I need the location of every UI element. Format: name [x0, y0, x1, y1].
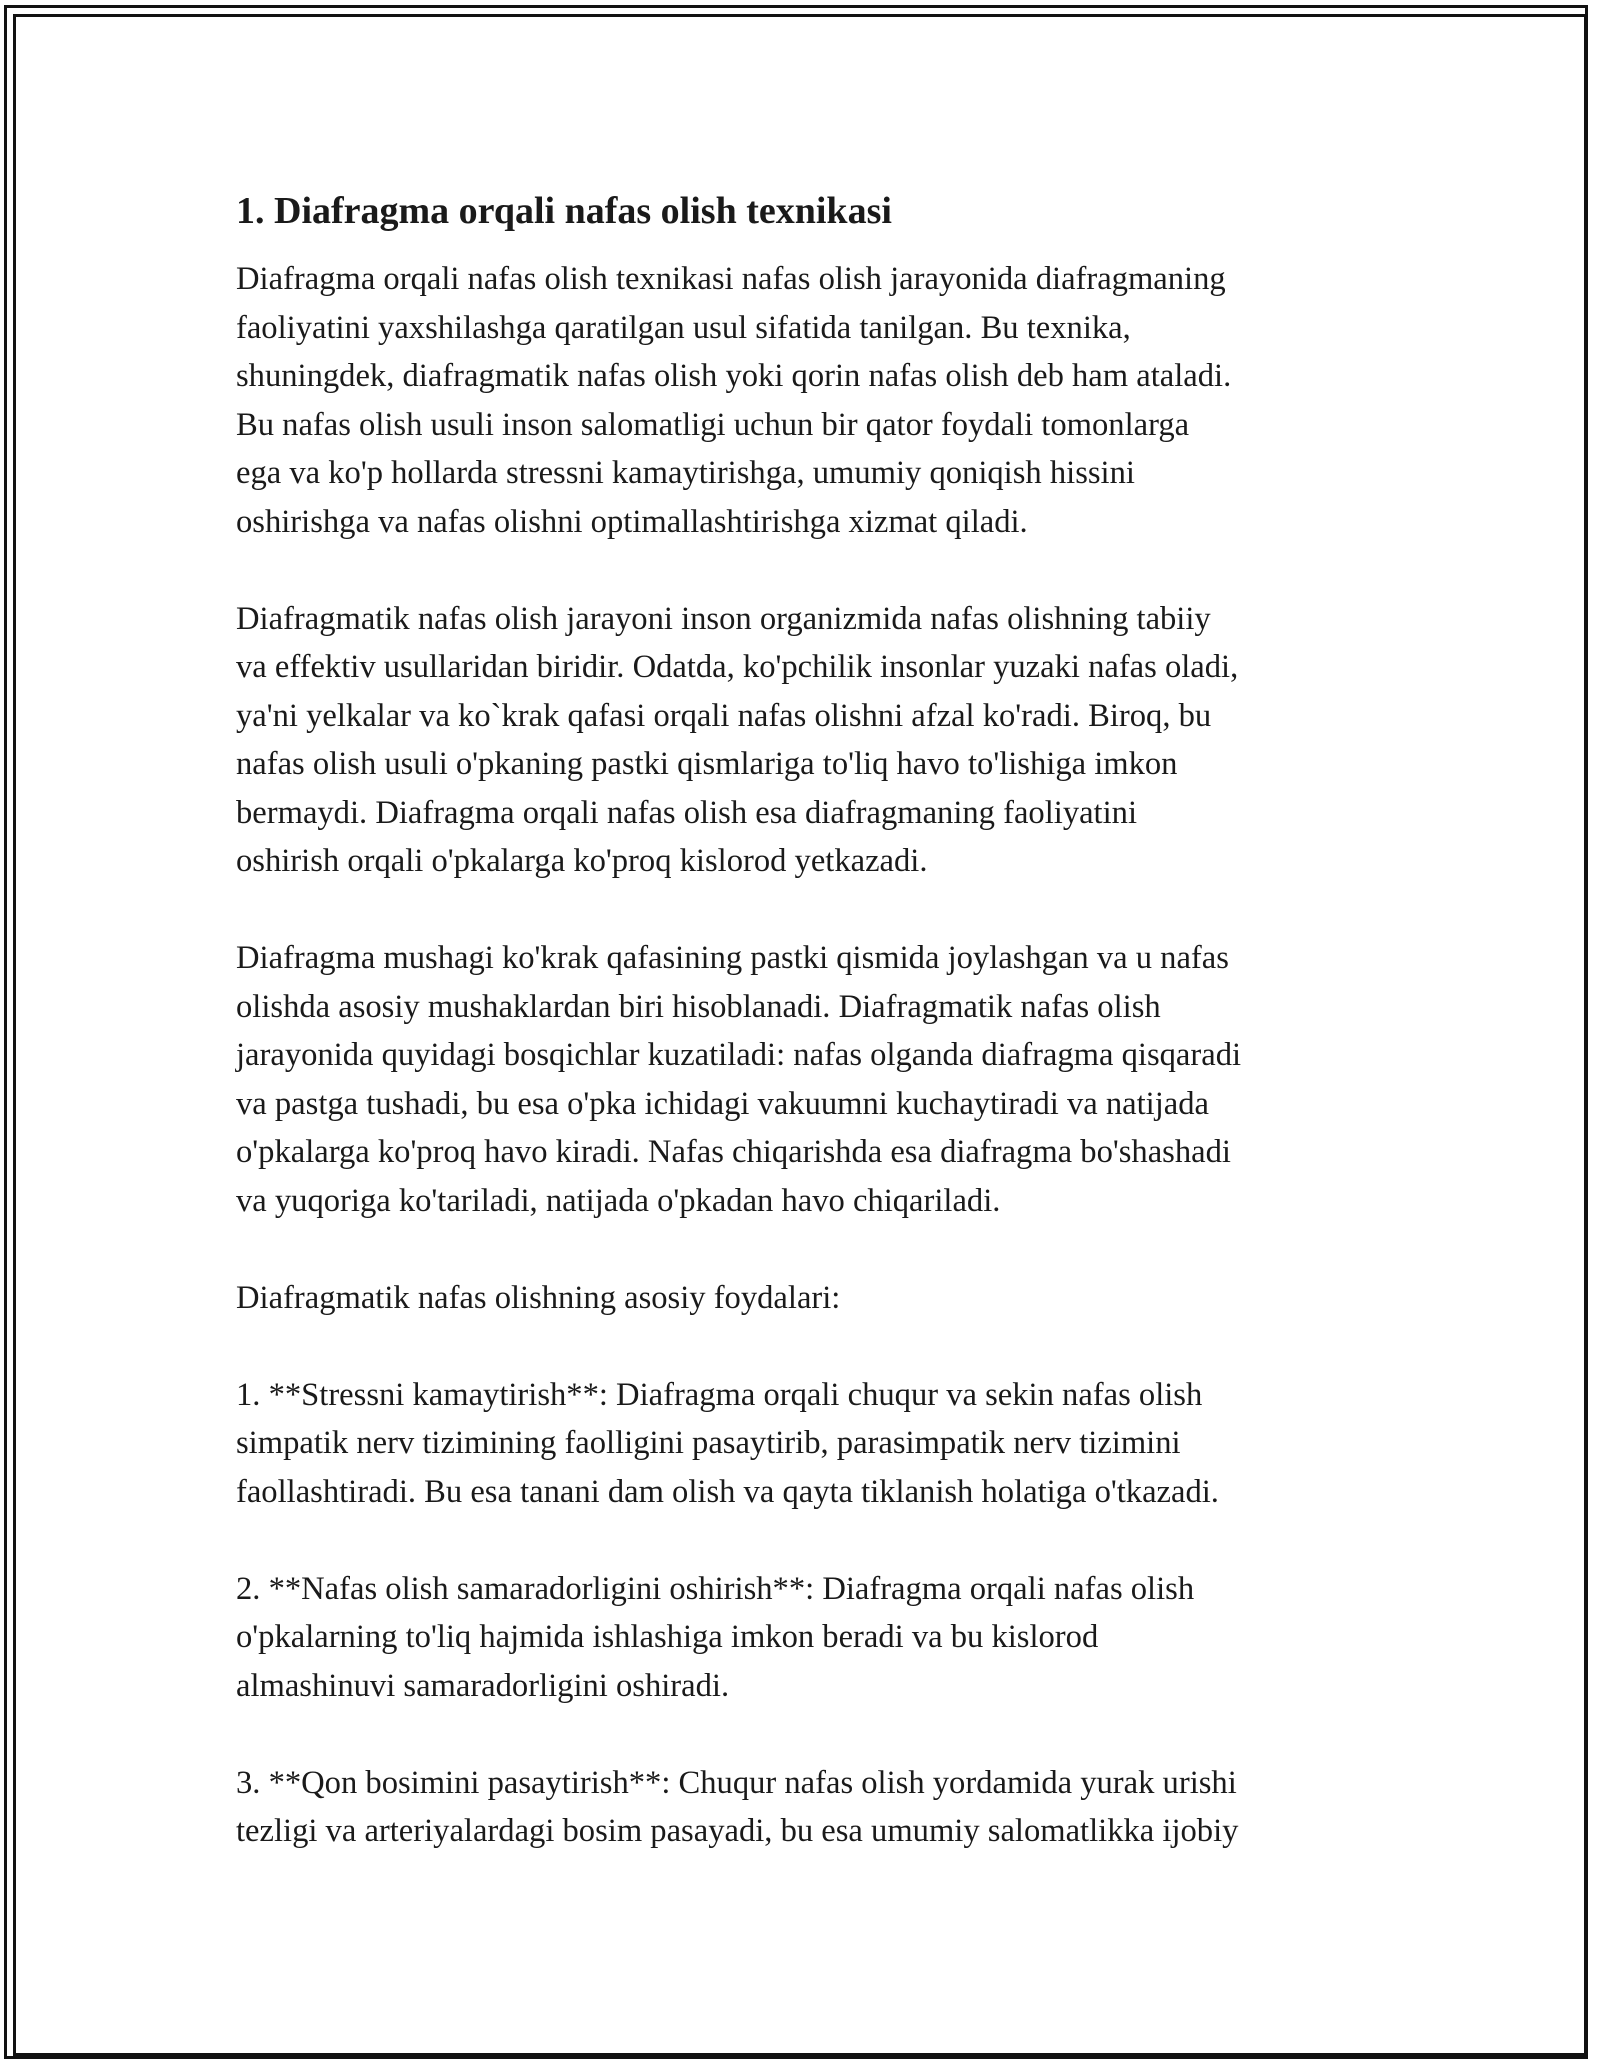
document-page	[236, 186, 1386, 1904]
benefit-item-3: 3. **Qon bosimini pasaytirish**: Chuqur nafas olish yordamida yurak urishi tezligi va arteriyalardagi bosim pasayadi, bu esa umumiy salomatlikka ijobiy	[236, 1764, 1239, 1849]
document-title: 1. Diafragma orqali nafas olish texnikasi	[236, 190, 892, 232]
benefit-item-2: 2. **Nafas olish samaradorligini oshirish**: Diafragma orqali nafas olish o'pkalarning to'liq hajmida ishlashiga imkon beradi va bu kislorod almashinuvi samaradorligini oshiradi.	[236, 1570, 1195, 1704]
paragraph-diaphragm-muscle: Diafragma mushagi ko'krak qafasining pastki qismida joylashgan va u nafas olishda asosiy mushaklardan biri hisoblanadi. Diafragmatik nafas olish jarayonida quyidagi bosqichlar kuzatiladi: nafas olganda diafragma qisqaradi va pastga tushadi, bu esa o'pka ichidagi vakuumni kuchaytiradi va natijada o'pkalarga ko'proq havo kiradi. Nafas chiqarishda esa diafragma bo'shashadi va yuqoriga ko'tariladi, natijada o'pkadan havo chiqariladi.	[236, 940, 1242, 1219]
benefit-item-1: 1. **Stressni kamaytirish**: Diafragma orqali chuqur va sekin nafas olish simpatik nerv tizimining faolligini pasaytirib, parasimpatik nerv tizimini faollashtiradi. Bu esa tanani dam olish va qayta tiklanish holatiga o'tkazadi.	[236, 1376, 1219, 1510]
benefits-heading: Diafragmatik nafas olishning asosiy foydalari:	[236, 1279, 841, 1316]
paragraph-process: Diafragmatik nafas olish jarayoni inson organizmida nafas olishning tabiiy va effektiv usullaridan biridir. Odatda, ko'pchilik insonlar yuzaki nafas oladi, ya'ni yelkalar va ko`krak qafasi orqali nafas olishni afzal ko'radi. Biroq, bu nafas olish usuli o'pkaning pastki qismlariga to'liq havo to'lishiga imkon bermaydi. Diafragma orqali nafas olish esa diafragmaning faoliyatini oshirish orqali o'pkalarga ko'proq kislorod yetkazadi.	[236, 600, 1239, 879]
paragraph-intro: Diafragma orqali nafas olish texnikasi nafas olish jarayonida diafragmaning faoliyatini yaxshilashga qaratilgan usul sifatida tanilgan. Bu texnika, shuningdek, diafragmatik nafas olish yoki qorin nafas olish deb ham ataladi. Bu nafas olish usuli inson salomatligi uchun bir qator foydali tomonlarga ega va ko'p hollarda stressni kamaytirishga, umumiy qoniqish hissini oshirishga va nafas olishni optimallashtirishga xizmat qiladi.	[236, 261, 1232, 540]
